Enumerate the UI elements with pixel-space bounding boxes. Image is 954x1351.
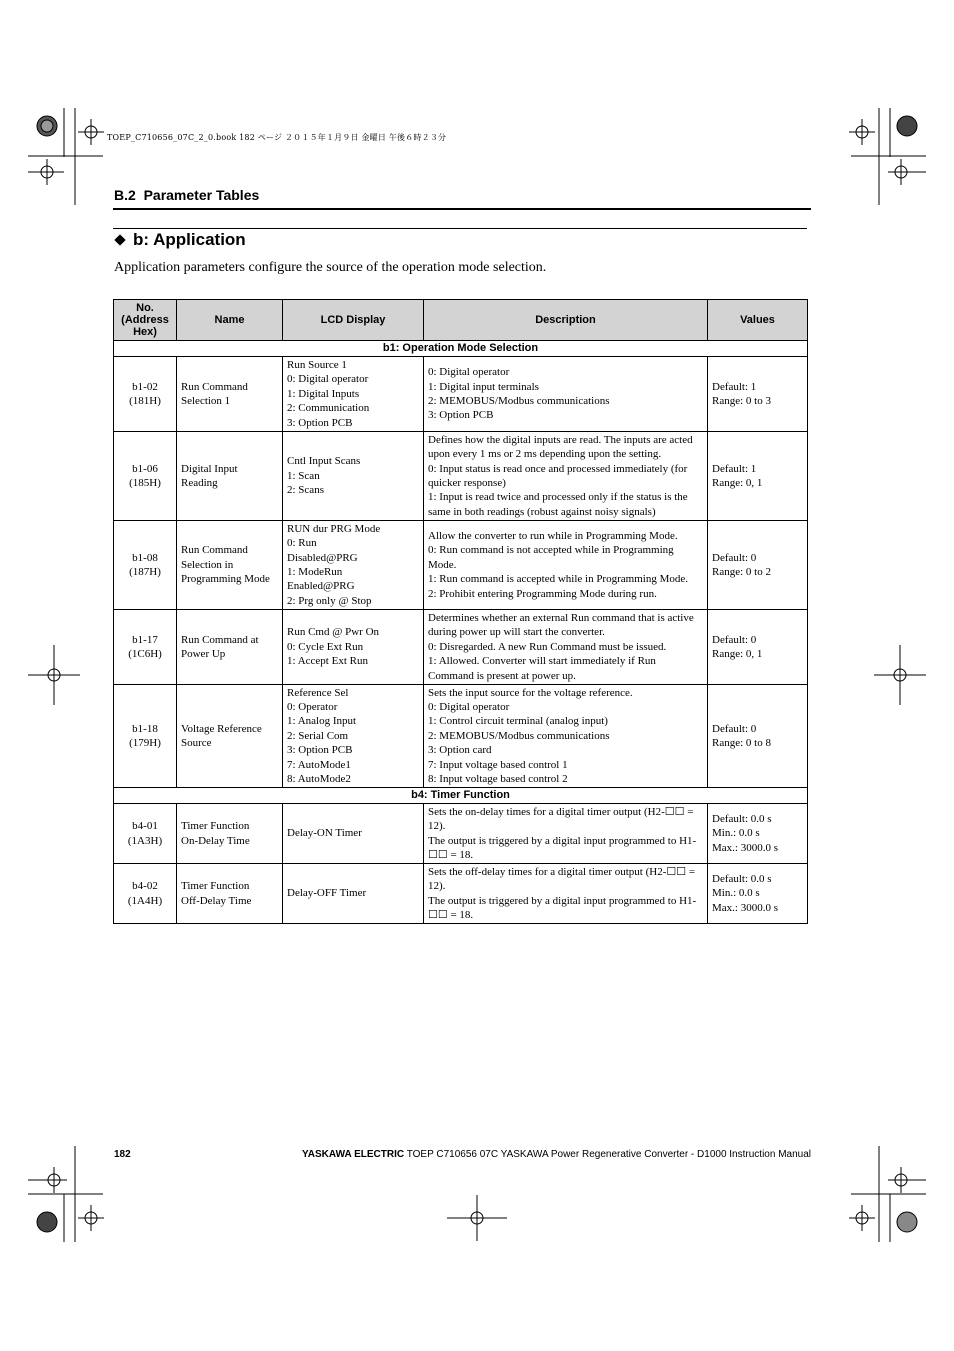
values-cell [708, 864, 808, 924]
lcd-display-cell [283, 357, 424, 432]
cell-line: (1A4H) [127, 894, 163, 907]
cell-line: Run Cmd @ Pwr On [287, 626, 380, 639]
cell-line: 1: Control circuit terminal (analog input) [428, 715, 608, 728]
description-cell [424, 610, 708, 685]
cell-line: 0: Run [287, 537, 317, 550]
cell-line: Timer Function [181, 880, 250, 893]
cell-line: 8: AutoMode2 [287, 773, 351, 786]
param-name-cell [177, 432, 283, 521]
cell-line: Default: 0.0 s [712, 812, 772, 825]
lcd-display-cell [283, 804, 424, 864]
cell-line: 0: Run command is not accepted while in Programming Mode. [428, 544, 674, 571]
lcd-display-cell [283, 610, 424, 685]
column-header: Name [177, 300, 283, 341]
cell-line: Run Command [181, 380, 248, 393]
cell-line: (179H) [129, 737, 161, 749]
cell-line: b1-18 [132, 722, 158, 735]
param-number-cell [114, 521, 177, 610]
cell-line: 0: Operator [287, 700, 338, 713]
cell-line: 1: Accept Ext Run [287, 655, 368, 668]
heading-rule [113, 228, 807, 229]
cell-line: Range: 0, 1 [712, 648, 763, 660]
param-number-cell [114, 610, 177, 685]
page-heading [114, 230, 246, 250]
values-cell [708, 610, 808, 685]
cell-line: Selection in [181, 558, 234, 571]
cell-line: 1: Digital input terminals [428, 380, 539, 393]
cell-line: RUN dur PRG Mode [287, 522, 381, 535]
cell-line: (1C6H) [128, 648, 162, 660]
column-header: Values [708, 300, 808, 341]
intro-paragraph: Application parameters configure the source of the operation mode selection. [114, 260, 547, 275]
param-name-cell [177, 610, 283, 685]
cell-line: Sets the on-delay times for a digital timer output (H2-☐☐ = 12). [428, 805, 694, 833]
table-row [114, 521, 808, 610]
values-cell [708, 804, 808, 864]
cell-line: 3: Option PCB [428, 409, 494, 422]
cell-line: The output is triggered by a digital input programmed to H1-☐☐ = 18. [428, 834, 697, 861]
cell-line: Default: 1 [712, 380, 757, 393]
cell-line: 3: Option card [428, 744, 492, 757]
cell-line: Determines whether an external Run command that is active during power up will start the converter. [428, 611, 694, 639]
cell-line: Default: 0 [712, 551, 757, 564]
cell-line: b1-17 [132, 633, 158, 646]
param-number-cell [114, 432, 177, 521]
cell-line: 3: Option PCB [287, 416, 353, 429]
param-number-cell [114, 357, 177, 432]
column-header: LCD Display [283, 300, 424, 341]
section-heading [114, 187, 259, 203]
cell-line: Sets the input source for the voltage reference. [428, 686, 633, 699]
cell-line: Run Command at [181, 633, 259, 646]
lcd-display-cell [283, 521, 424, 610]
cell-line: 0: Digital operator [428, 700, 510, 713]
cell-line: Max.: 3000.0 s [712, 901, 778, 914]
description-cell [424, 357, 708, 432]
cell-line: Delay-OFF Timer [287, 887, 367, 900]
param-number-cell [114, 685, 177, 788]
cell-line: Default: 0 [712, 722, 757, 735]
cell-line: 1: Run command is accepted while in Programming Mode. [428, 573, 688, 586]
table-body [114, 341, 808, 924]
cell-line: Range: 0, 1 [712, 477, 763, 489]
cell-line: 1: Scan [287, 469, 320, 482]
cell-line: Default: 0.0 s [712, 872, 772, 885]
cell-line: 1: Digital Inputs [287, 387, 360, 400]
cell-line: (1A3H) [127, 834, 163, 847]
param-name-cell [177, 521, 283, 610]
cell-line: (187H) [129, 566, 161, 578]
cell-line: Range: 0 to 2 [712, 566, 771, 578]
cell-line: Defines how the digital inputs are read. The inputs are acted upon every 1 ms or 2 ms depending upon the setting. [428, 433, 693, 461]
cell-line: 3: Option PCB [287, 744, 353, 757]
values-cell [708, 685, 808, 788]
cell-line: Disabled@PRG [287, 551, 358, 564]
description-cell [424, 685, 708, 788]
table-row [114, 610, 808, 685]
cell-line: Min.: 0.0 s [712, 887, 760, 900]
cell-line: Enabled@PRG [287, 580, 355, 593]
footer-doc-title [302, 1149, 811, 1160]
param-name-cell [177, 804, 283, 864]
table-row [114, 804, 808, 864]
cell-line: b1-06 [132, 462, 158, 475]
cell-line: The output is triggered by a digital input programmed to H1-☐☐ = 18. [428, 894, 697, 921]
cell-line: Reading [181, 477, 218, 489]
cell-line: Off-Delay Time [181, 894, 252, 907]
cell-line: 0: Input status is read once and processed immediately (for quicker response) [428, 462, 688, 489]
cell-line: Sets the off-delay times for a digital timer output (H2-☐☐ = 12). [428, 865, 696, 893]
values-cell [708, 432, 808, 521]
cell-line: 0: Cycle Ext Run [287, 640, 364, 653]
cell-line: 2: Prohibit entering Programming Mode during run. [428, 587, 657, 600]
cell-line: 2: MEMOBUS/Modbus communications [428, 395, 610, 407]
parameter-table [113, 299, 808, 924]
diamond-bullet-icon [114, 234, 125, 245]
param-name-cell [177, 357, 283, 432]
lcd-display-cell [283, 685, 424, 788]
cell-line: 2: Serial Com [287, 729, 349, 742]
param-name-cell [177, 685, 283, 788]
cell-line: Timer Function [181, 820, 250, 833]
column-header: No. (Address Hex) [114, 300, 177, 341]
values-cell [708, 521, 808, 610]
cell-line: 8: Input voltage based control 2 [428, 773, 568, 786]
cell-line: b1-02 [132, 380, 158, 393]
cell-line: Run Command [181, 544, 248, 557]
cell-line: Selection 1 [181, 395, 231, 407]
cell-line: Voltage Reference [181, 722, 262, 735]
print-header: TOEP_C710656_07C_2_0.book 182 ページ ２０１５年１月９日 金曜日 午後６時２３分 [107, 133, 447, 142]
description-cell [424, 432, 708, 521]
cell-line: 7: Input voltage based control 1 [428, 758, 568, 771]
cell-line: Run Source 1 [287, 358, 347, 371]
section-rule [113, 208, 811, 210]
cell-line: b4-01 [132, 820, 158, 833]
cell-line: 0: Disregarded. A new Run Command must be issued. [428, 640, 667, 653]
cell-line: Cntl Input Scans [287, 455, 361, 468]
cell-line: 2: Communication [287, 402, 370, 415]
cell-line: Power Up [181, 648, 226, 660]
cell-line: Default: 1 [712, 462, 757, 475]
cell-line: Source [181, 737, 212, 749]
group-row [114, 788, 808, 804]
cell-line: (181H) [129, 395, 161, 407]
param-number-cell [114, 864, 177, 924]
cell-line: (185H) [129, 477, 161, 489]
values-cell [708, 357, 808, 432]
cell-line: b1-08 [132, 551, 158, 564]
lcd-display-cell [283, 864, 424, 924]
page-number: 182 [114, 1149, 131, 1160]
table-header-row [114, 300, 808, 341]
page-title: b: Application [133, 230, 246, 249]
cell-line: Reference Sel [287, 686, 349, 699]
table-row [114, 864, 808, 924]
section-title: Parameter Tables [143, 187, 260, 203]
footer-doc: TOEP C710656 07C YASKAWA Power Regenerative Converter - D1000 Instruction Manual [406, 1149, 811, 1160]
cell-line: Default: 0 [712, 633, 757, 646]
cell-line: b4-02 [132, 880, 158, 893]
section-number: B.2 [114, 187, 136, 203]
lcd-display-cell [283, 432, 424, 521]
cell-line: Range: 0 to 8 [712, 737, 771, 749]
cell-line: Delay-ON Timer [287, 827, 362, 840]
cell-line: Max.: 3000.0 s [712, 841, 778, 854]
cell-line: Min.: 0.0 s [712, 827, 760, 840]
cell-line: Digital Input [181, 462, 238, 475]
table-row [114, 357, 808, 432]
param-number-cell [114, 804, 177, 864]
cell-line: On-Delay Time [181, 834, 250, 847]
cell-line: 0: Digital operator [428, 366, 510, 379]
group-row [114, 341, 808, 357]
cell-line: Allow the converter to run while in Programming Mode. [428, 529, 678, 542]
cell-line: 2: Prg only @ Stop [287, 594, 372, 607]
table-row [114, 685, 808, 788]
cell-line: Range: 0 to 3 [712, 395, 771, 407]
footer-brand: YASKAWA ELECTRIC [302, 1149, 405, 1160]
cell-line: 1: Input is read twice and processed only if the status is the same in both readings (robust against noisy signals) [428, 491, 688, 518]
column-header: Description [424, 300, 708, 341]
description-cell [424, 804, 708, 864]
cell-line: 2: MEMOBUS/Modbus communications [428, 729, 610, 742]
param-name-cell [177, 864, 283, 924]
group-title: b1: Operation Mode Selection [114, 341, 808, 357]
cell-line: 0: Digital operator [287, 373, 369, 386]
description-cell [424, 521, 708, 610]
cell-line: 1: ModeRun [287, 566, 343, 578]
group-title: b4: Timer Function [114, 788, 808, 804]
table-row [114, 432, 808, 521]
cell-line: 1: Allowed. Converter will start immediately if Run Command is present at power up. [428, 655, 656, 682]
cell-line: 2: Scans [287, 484, 324, 497]
description-cell [424, 864, 708, 924]
cell-line: 7: AutoMode1 [287, 758, 351, 771]
cell-line: 1: Analog Input [287, 715, 357, 728]
cell-line: Programming Mode [181, 573, 270, 586]
